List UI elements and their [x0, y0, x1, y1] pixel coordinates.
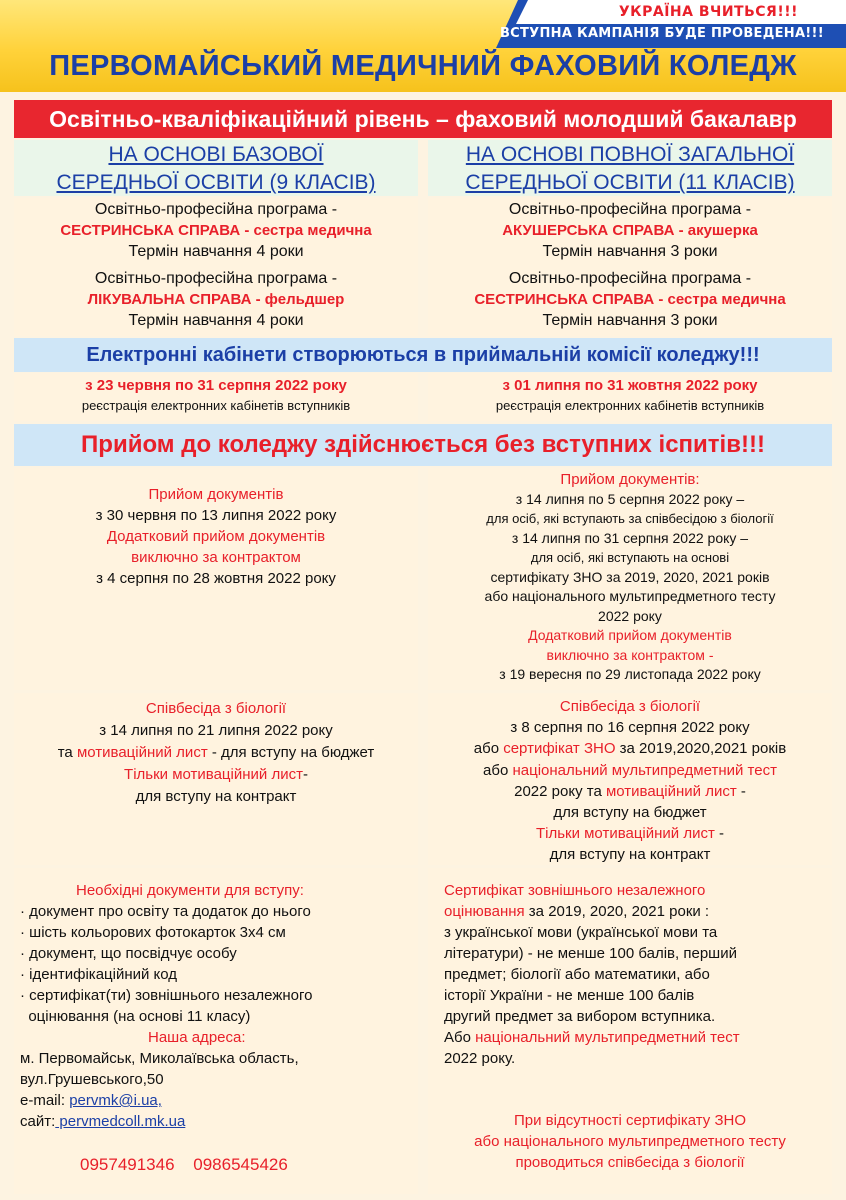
required-docs [20, 880, 416, 1132]
interview-right-contract: для вступу на контракт [549, 846, 711, 864]
certificate-title: Сертифікат зовнішнього незалежного [444, 882, 706, 899]
address-title: Наша адреса: [148, 1029, 246, 1046]
interview-right-budget: для вступу на бюджет [553, 804, 707, 822]
certificate-line: літератури) - не менше 100 балів, перший [444, 945, 737, 962]
site-label: сайт: [20, 1113, 56, 1130]
required-item: · документ про освіту та додаток до нього [20, 903, 311, 920]
note-line: або національного мультипредметного тесту [474, 1133, 786, 1150]
email-link[interactable]: pervmk@i.ua, [69, 1092, 162, 1109]
program-name: СЕСТРИНСЬКА СПРАВА - сестра медична [474, 291, 786, 308]
right-column-heading [428, 141, 832, 197]
required-title: Необхідні документи для вступу: [76, 882, 304, 899]
address-city: м. Первомайськ, Миколаївська область, [20, 1050, 299, 1067]
interview-right [428, 696, 832, 866]
interview-right-nmt: або національний мультипредметний тест [483, 761, 777, 779]
program-term: Термін навчання 4 роки [128, 243, 304, 260]
email-label: e-mail: [20, 1092, 70, 1109]
docs-right-line8: 2022 року [598, 607, 662, 624]
left-heading-line1: НА ОСНОВІ БАЗОВОЇ [108, 143, 324, 166]
docs-left-contract: виключно за контрактом [131, 549, 301, 566]
certificate-nmt: Або національний мультипредметний тест [444, 1029, 740, 1046]
cabinets-right [428, 376, 832, 416]
program-name: ЛІКУВАЛЬНА СПРАВА - фельдшер [87, 291, 345, 308]
cabinets-right-dates: з 01 липня по 31 жовтня 2022 року [502, 377, 758, 394]
interview-right-zno: або сертифікат ЗНО за 2019,2020,2021 років [473, 740, 787, 758]
right-heading-line2: СЕРЕДНЬОЇ ОСВІТИ (11 КЛАСІВ) [465, 171, 795, 194]
certificate-line: історії України - не менше 100 балів [444, 987, 695, 1004]
docs-left-extra-title: Додатковий прийом документів [106, 528, 326, 545]
docs-right [428, 470, 832, 685]
certificate-info [444, 880, 824, 1069]
required-item: · шість кольорових фотокарток 3х4 см [20, 924, 286, 941]
certificate-years: оцінювання за 2019, 2020, 2021 роки : [444, 903, 710, 920]
docs-right-extra-dates: з 19 вересня по 29 листопада 2022 року [499, 666, 761, 682]
slogan-ukraine-learns: УКРАЇНА ВЧИТЬСЯ!!! [618, 4, 798, 20]
no-exams-headline: Прийом до коледжу здійснюється без вступних іспитів!!! [14, 424, 832, 466]
certificate-line: 2022 року. [444, 1050, 516, 1067]
program-label: Освітньо-професійна програма - [508, 201, 752, 218]
docs-right-line6: сертифікату ЗНО за 2019, 2020, 2021 років [490, 568, 770, 585]
left-column-heading [14, 141, 418, 197]
interview-left-dates: з 14 липня по 21 липня 2022 року [99, 722, 333, 739]
right-heading-line1: НА ОСНОВІ ПОВНОЇ ЗАГАЛЬНОЇ [465, 143, 795, 166]
certificate-line: другий предмет за вибором вступника. [444, 1008, 716, 1025]
required-item: · ідентифікаційний код [20, 966, 178, 983]
docs-right-title: Прийом документів: [560, 471, 700, 488]
cabinets-left [14, 376, 418, 416]
docs-left-extra-dates: з 4 серпня по 28 жовтня 2022 року [96, 570, 336, 587]
interview-right-letter: 2022 року та мотиваційний лист - [514, 782, 746, 800]
required-item: оцінювання (на основі 11 класу) [20, 1008, 251, 1025]
docs-right-line5: для осіб, які вступають на основі [530, 550, 730, 565]
cabinets-left-text: реєстрація електронних кабінетів вступників [81, 398, 351, 413]
docs-right-line3: для осіб, які вступають за співбесідою з біології [486, 511, 774, 526]
program-term: Термін навчання 4 роки [128, 312, 304, 329]
site-link[interactable]: pervmedcoll.mk.ua [55, 1113, 186, 1130]
required-item: · сертифікат(ти) зовнішнього незалежного [20, 987, 313, 1004]
slogan-campaign: ВСТУПНА КАМПАНІЯ БУДЕ ПРОВЕДЕНА!!! [499, 26, 824, 41]
interview-right-dates: з 8 серпня по 16 серпня 2022 року [510, 719, 750, 737]
college-title: ПЕРВОМАЙСЬКИЙ МЕДИЧНИЙ ФАХОВИЙ КОЛЕДЖ [49, 50, 797, 82]
interview-left-contract-title: Тільки мотиваційний лист- [124, 766, 308, 783]
program-nursing-9 [14, 199, 418, 262]
program-label: Освітньо-професійна програма - [94, 270, 338, 287]
program-medicine-9 [14, 268, 418, 331]
docs-right-extra-title: Додатковий прийом документів [528, 627, 732, 643]
site-line [20, 1111, 416, 1132]
program-label: Освітньо-професійна програма - [94, 201, 338, 218]
note-line: При відсутності сертифікату ЗНО [513, 1112, 747, 1129]
certificate-line: з української мови (української мови та [444, 924, 718, 941]
left-heading-line2: СЕРЕДНЬОЇ ОСВІТИ (9 КЛАСІВ) [56, 171, 376, 194]
interview-left-contract: для вступу на контракт [135, 788, 297, 805]
docs-right-line2: з 14 липня по 5 серпня 2022 року – [515, 490, 745, 507]
level-banner: Освітньо-кваліфікаційний рівень – фаховий молодший бакалавр [14, 100, 832, 138]
address-street: вул.Грушевського,50 [20, 1071, 164, 1088]
certificate-note [428, 1110, 832, 1173]
required-item: · документ, що посвідчує особу [20, 945, 237, 962]
docs-right-line4: з 14 липня по 31 серпня 2022 року – [511, 529, 749, 546]
interview-left-title: Співбесіда з біології [145, 700, 287, 717]
interview-left [14, 698, 418, 808]
interview-left-budget: та мотиваційний лист - для вступу на бюджет [57, 744, 375, 761]
docs-right-contract: виключно за контрактом - [546, 646, 714, 663]
note-line: проводиться співбесіда з біології [515, 1154, 745, 1171]
program-label: Освітньо-професійна програма - [508, 270, 752, 287]
cabinets-right-text: реєстрація електронних кабінетів вступників [495, 398, 765, 413]
docs-left-title: Прийом документів [148, 486, 284, 503]
email-line [20, 1090, 416, 1111]
cabinets-left-dates: з 23 червня по 31 серпня 2022 року [85, 377, 347, 394]
program-nursing-11 [428, 268, 832, 331]
phone-numbers: 0957491346 0986545426 [80, 1155, 288, 1174]
program-name: АКУШЕРСЬКА СПРАВА - акушерка [502, 222, 758, 239]
docs-left [14, 484, 418, 589]
program-term: Термін навчання 3 роки [542, 243, 718, 260]
program-name: СЕСТРИНСЬКА СПРАВА - сестра медична [60, 222, 372, 239]
certificate-line: предмет; біології або математики, або [444, 966, 710, 983]
interview-right-contract-title: Тільки мотиваційний лист - [535, 825, 725, 843]
interview-right-title: Співбесіда з біології [559, 698, 701, 715]
program-midwifery-11 [428, 199, 832, 262]
docs-left-dates: з 30 червня по 13 липня 2022 року [95, 507, 337, 524]
cabinets-title: Електронні кабінети створюються в приймальній комісії коледжу!!! [14, 338, 832, 372]
program-term: Термін навчання 3 роки [542, 312, 718, 329]
docs-right-line7: або національного мультипредметного тесту [484, 588, 776, 604]
